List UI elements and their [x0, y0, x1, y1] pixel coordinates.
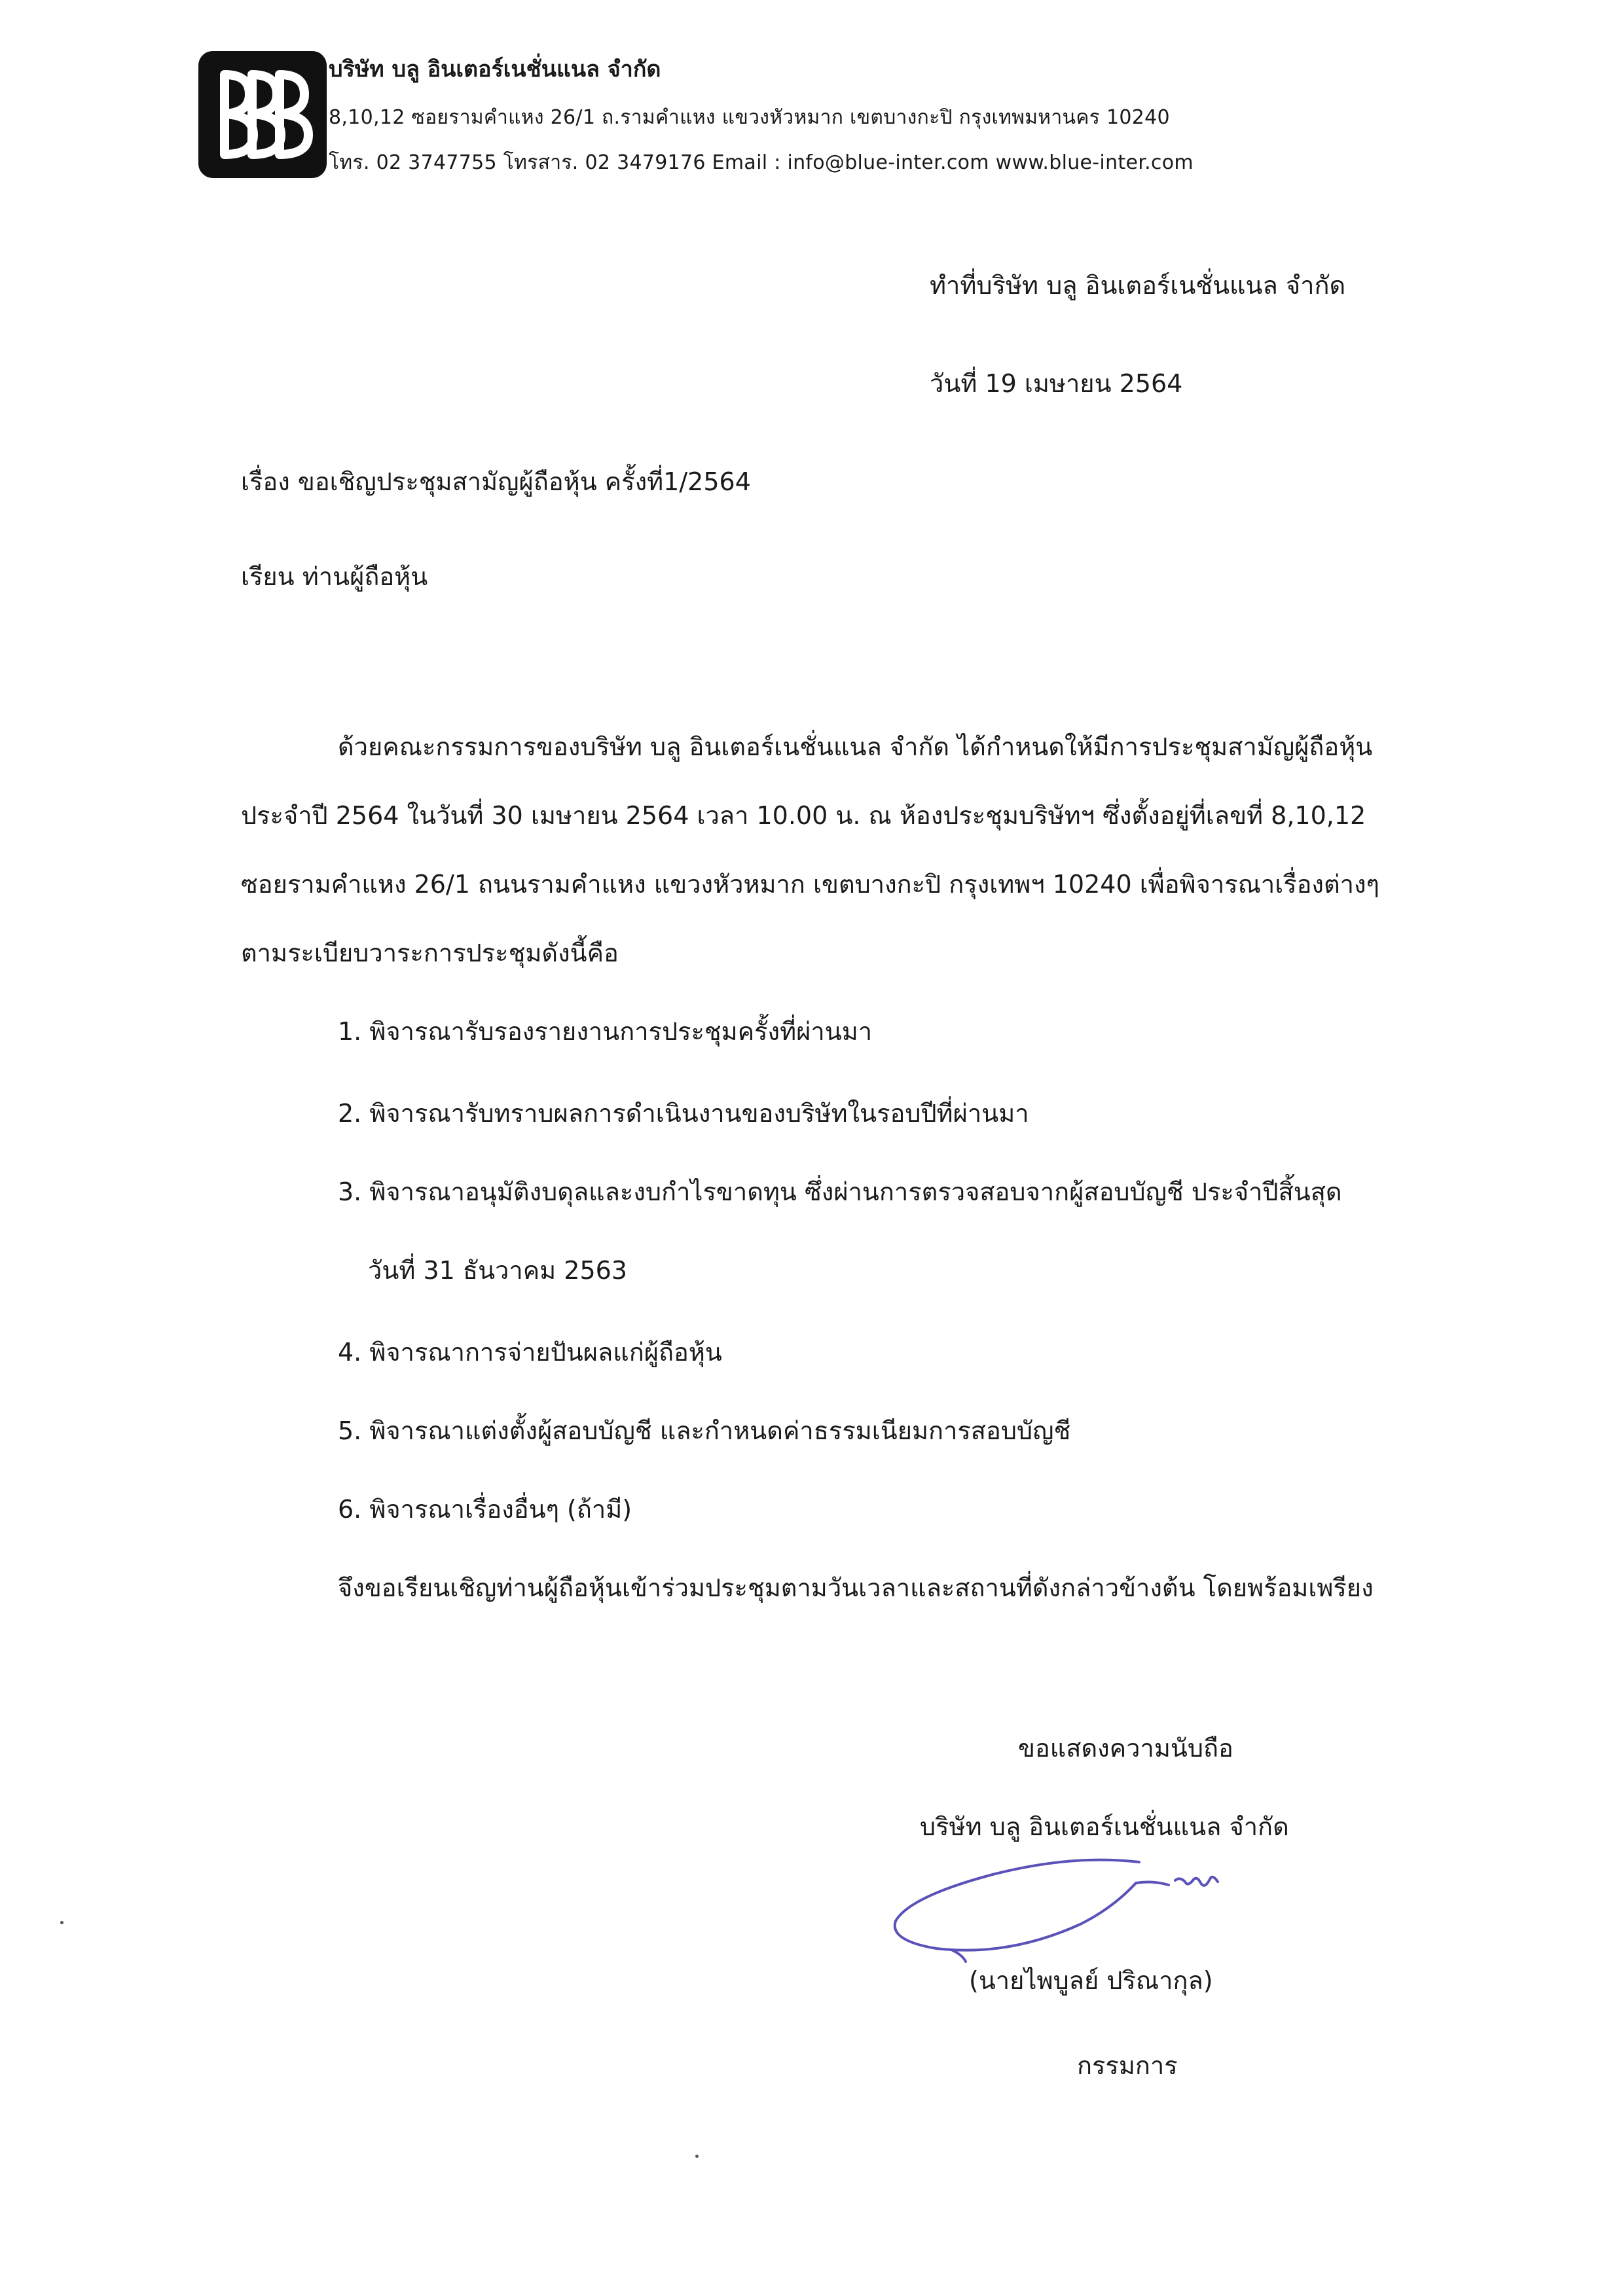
agenda-item: 5. พิจารณาแต่งตั้งผู้สอบบัญชี และกำหนดค่าธรรมเนียมการสอบบัญชี	[338, 1416, 1071, 1445]
three-stacked-b-logo-icon	[198, 51, 327, 178]
closing-line: จึงขอเรียนเชิญท่านผู้ถือหุ้นเข้าร่วมประชุมตามวันเวลาและสถานที่ดังกล่าวข้างต้น โดยพร้อมเพรียง	[338, 1573, 1374, 1602]
intro-line: ประจำปี 2564 ในวันที่ 30 เมษายน 2564 เวลา 10.00 น. ณ ห้องประชุมบริษัทฯ ซึ่งตั้งอยู่ที่เลขที่ 8,10,12	[241, 801, 1366, 830]
letter-place: ทำที่บริษัท บลู อินเตอร์เนชั่นแนล จำกัด	[930, 271, 1346, 300]
agenda-item: 2. พิจารณารับทราบผลการดำเนินงานของบริษัทในรอบปีที่ผ่านมา	[338, 1099, 1029, 1128]
company-logo	[198, 51, 327, 178]
letterhead-company-name: บริษัท บลู อินเตอร์เนชั่นแนล จำกัด	[329, 56, 661, 82]
intro-line: ตามระเบียบวาระการประชุมดังนี้คือ	[241, 939, 619, 967]
scan-speck	[60, 1921, 64, 1924]
handwritten-signature	[877, 1842, 1244, 1973]
letterhead-address: 8,10,12 ซอยรามคำแหง 26/1 ถ.รามคำแหง แขวงหัวหมาก เขตบางกะปิ กรุงเทพมหานคร 10240	[329, 106, 1170, 129]
letterhead-contact: โทร. 02 3747755 โทรสาร. 02 3479176 Email : info@blue-inter.com www.blue-inter.com	[329, 151, 1194, 174]
letter-salutation: เรียน ท่านผู้ถือหุ้น	[241, 562, 428, 591]
intro-line: ซอยรามคำแหง 26/1 ถนนรามคำแหง แขวงหัวหมาก เขตบางกะปิ กรุงเทพฯ 10240 เพื่อพิจารณาเรื่องต่างๆ	[241, 870, 1379, 899]
agenda-item: 4. พิจารณาการจ่ายปันผลแก่ผู้ถือหุ้น	[338, 1338, 722, 1367]
agenda-item: 1. พิจารณารับรองรายงานการประชุมครั้งที่ผ่านมา	[338, 1017, 873, 1046]
agenda-item-continuation: วันที่ 31 ธันวาคม 2563	[368, 1256, 627, 1285]
scan-speck	[695, 2155, 699, 2158]
signoff-company: บริษัท บลู อินเตอร์เนชั่นแนล จำกัด	[920, 1812, 1289, 1841]
letter-date: วันที่ 19 เมษายน 2564	[930, 369, 1183, 398]
intro-line: ด้วยคณะกรรมการของบริษัท บลู อินเตอร์เนชั่นแนล จำกัด ได้กำหนดให้มีการประชุมสามัญผู้ถือหุ้น	[338, 732, 1373, 761]
agenda-item: 3. พิจารณาอนุมัติงบดุลและงบกำไรขาดทุน ซึ่งผ่านการตรวจสอบจากผู้สอบบัญชี ประจำปีสิ้นสุด	[338, 1177, 1342, 1206]
signoff-title: กรรมการ	[1077, 2051, 1178, 2080]
signoff-regards: ขอแสดงความนับถือ	[1018, 1734, 1233, 1763]
signoff-name: (นายไพบูลย์ ปริณากุล)	[969, 1966, 1213, 1995]
letter-subject: เรื่อง ขอเชิญประชุมสามัญผู้ถือหุ้น ครั้งที่1/2564	[241, 467, 751, 496]
agenda-item: 6. พิจารณาเรื่องอื่นๆ (ถ้ามี)	[338, 1495, 632, 1524]
